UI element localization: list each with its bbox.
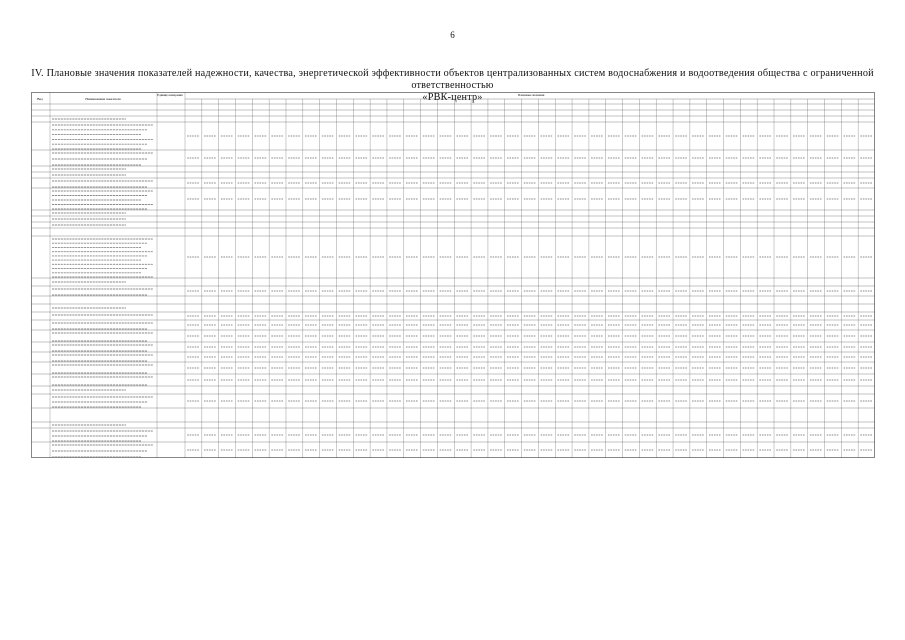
page-number: 6 <box>450 30 455 40</box>
header-number: Вид <box>37 97 43 101</box>
table-grid <box>31 92 875 458</box>
planned-indicators-table <box>31 92 875 458</box>
table-border <box>32 93 875 458</box>
document-title-line-1: IV. Плановые значения показателей надежности, качества, энергетической эффективности объектов централизованных систем водоснабжения и водоотведения общества с ограниченной ответственностью <box>31 68 874 91</box>
header-indicator: Наименование показателя <box>85 97 121 101</box>
header-unit: Единица измерения <box>157 93 183 97</box>
document-title-line-2: «РВК-центр» <box>422 92 483 103</box>
header-planned-values: Плановые значения <box>517 93 545 97</box>
